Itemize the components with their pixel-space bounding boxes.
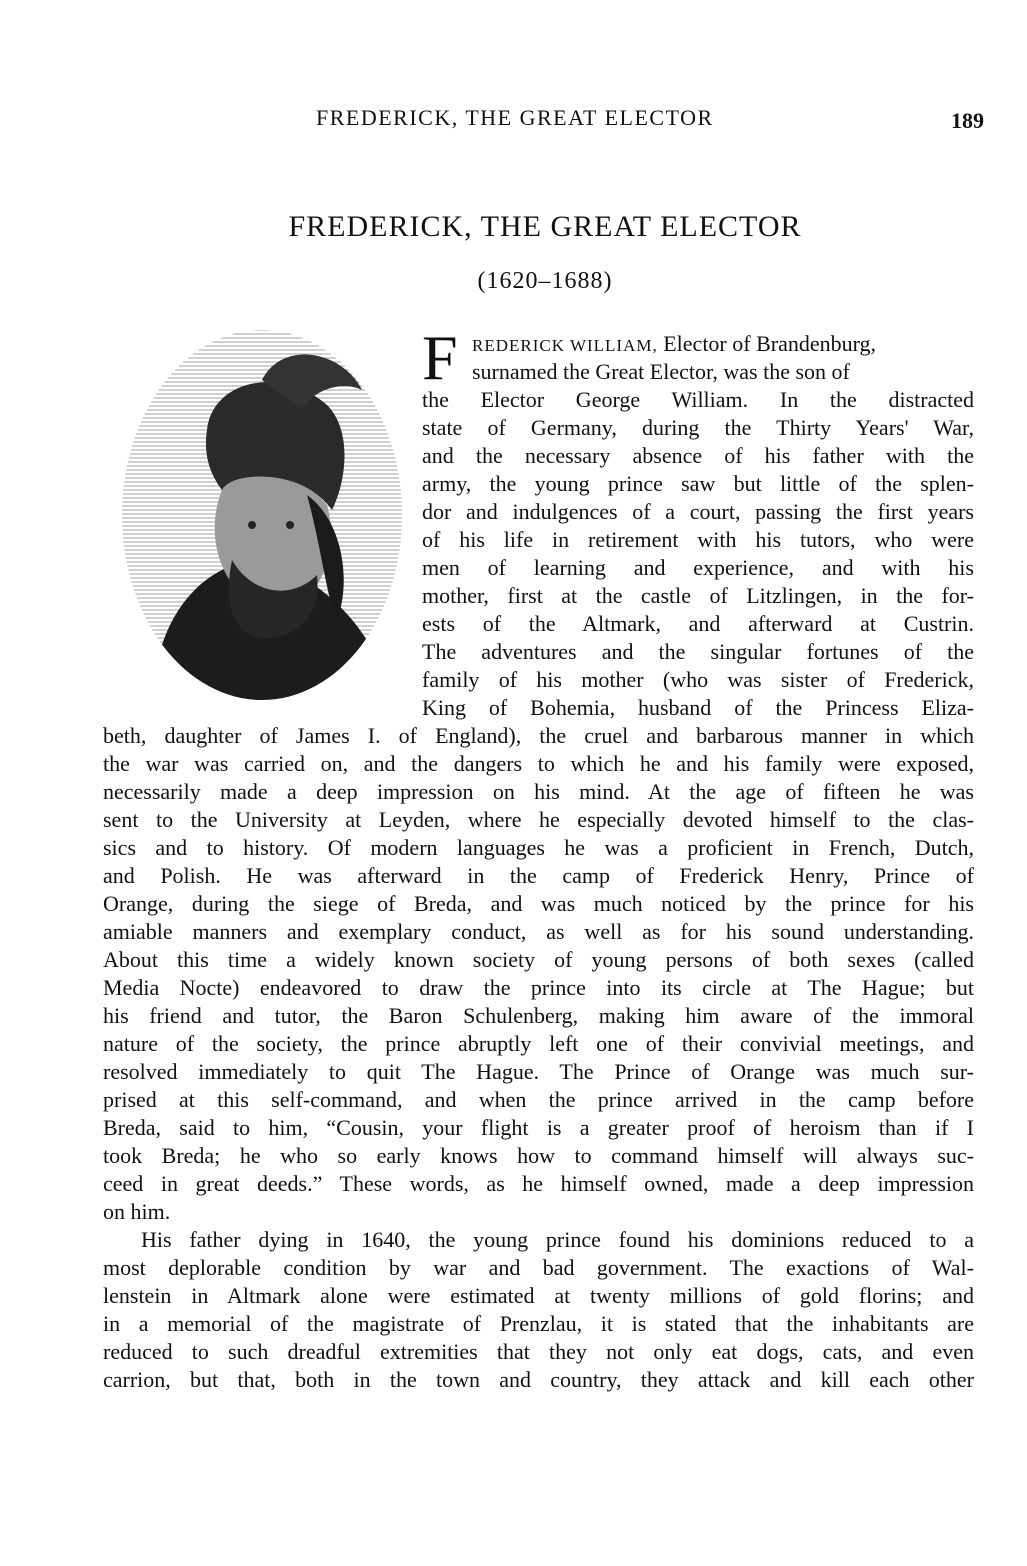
opening-small-caps: REDERICK WILLIAM, [472,336,658,355]
text-line: took Breda; he who so early knows how to command himself will always suc- [103,1143,974,1168]
text-line: necessarily made a deep impression on his mind. At the age of fifteen he was [103,779,974,804]
running-head: FREDERICK, THE GREAT ELECTOR [316,105,714,130]
text-line: men of learning and experience, and with his [422,555,974,580]
text-line-fragment: Elector of Brandenburg, [657,331,877,356]
text-line: family of his mother (who was sister of Frederick, [422,667,974,692]
text-line: on him. [103,1199,171,1224]
text-line: mother, first at the castle of Litzlingen, in the for- [422,583,974,608]
text-line: his friend and tutor, the Baron Schulenberg, making him aware of the immoral [103,1003,974,1028]
text-line: the war was carried on, and the dangers to which he and his family were exposed, [103,751,974,776]
text-line: prised at this self-command, and when the prince arrived in the camp before [103,1087,974,1112]
portrait-engraving [112,320,412,710]
text-line: His father dying in 1640, the young prince found his dominions reduced to a [141,1227,974,1252]
text-line: King of Bohemia, husband of the Princess Eliza- [422,695,974,720]
text-line: the Elector George William. In the distracted [422,387,974,412]
text-line: carrion, but that, both in the town and country, they attack and kill each other [103,1367,974,1392]
text-line: sics and to history. Of modern languages he was a proficient in French, Dutch, [103,835,974,860]
text-line: surnamed the Great Elector, was the son of [472,359,850,384]
text-line: dor and indulgences of a court, passing the first years [422,499,974,524]
text-line: and Polish. He was afterward in the camp of Frederick Henry, Prince of [103,863,974,888]
text-line: of his life in retirement with his tutors, who were [422,527,974,552]
text-line: ests of the Altmark, and afterward at Custrin. [422,611,974,636]
text-line: most deplorable condition by war and bad government. The exactions of Wal- [103,1255,974,1280]
drop-cap: F [422,322,458,393]
article-title: FREDERICK, THE GREAT ELECTOR [288,210,802,243]
text-line: Media Nocte) endeavored to draw the prince into its circle at The Hague; but [103,975,974,1000]
text-line: amiable manners and exemplary conduct, as well as for his sound understanding. [103,919,974,944]
text-line: in a memorial of the magistrate of Prenzlau, it is stated that the inhabitants are [103,1311,974,1336]
text-line: Orange, during the siege of Breda, and was much noticed by the prince for his [103,891,974,916]
article-dates: (1620–1688) [477,268,613,294]
text-line: reduced to such dreadful extremities that they not only eat dogs, cats, and even [103,1339,974,1364]
text-line: sent to the University at Leyden, where he especially devoted himself to the clas- [103,807,974,832]
text-line: state of Germany, during the Thirty Years' War, [422,415,974,440]
text-line: lenstein in Altmark alone were estimated at twenty millions of gold florins; and [103,1283,974,1308]
page-number: 189 [951,108,984,133]
text-line: beth, daughter of James I. of England), the cruel and barbarous manner in which [103,723,974,748]
text-line: Breda, said to him, “Cousin, your flight is a greater proof of heroism than if I [103,1115,974,1140]
text-line: About this time a widely known society of young persons of both sexes (called [103,947,974,972]
text-line: The adventures and the singular fortunes of the [422,639,974,664]
text-line: army, the young prince saw but little of the splen- [422,471,974,496]
text-line: resolved immediately to quit The Hague. The Prince of Orange was much sur- [103,1059,974,1084]
text-line: nature of the society, the prince abruptly left one of their convivial meetings, and [103,1031,974,1056]
text-line: and the necessary absence of his father with the [422,443,974,468]
text-line [472,330,974,360]
text-line: ceed in great deeds.” These words, as he himself owned, made a deep impression [103,1171,974,1196]
